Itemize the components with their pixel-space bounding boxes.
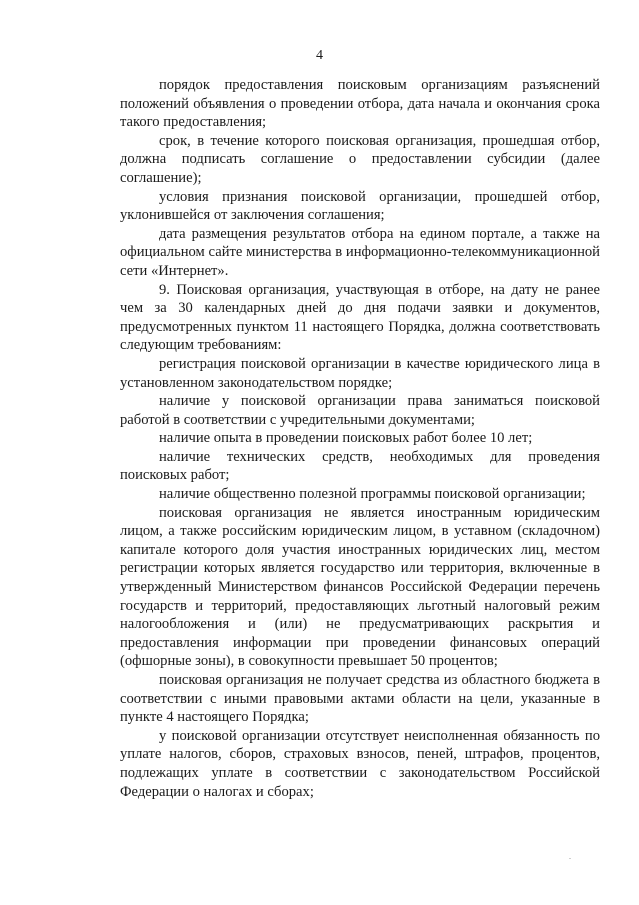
paragraph-experience-requirement: наличие опыта в проведении поисковых работ более 10 лет;	[159, 430, 533, 447]
paragraph-tax-obligation-requirement: у поисковой организации отсутствует неисполненная обязанность по уплате налогов, сборов, страховых взносов, пеней, штрафов, процентов, подлежащих уплате в соответствии с законодательством Российской Федерации о налогах и сборах;	[120, 727, 600, 800]
paragraph-agreement-deadline: срок, в течение которого поисковая организация, прошедшая отбор, должна подписать соглашение о предоставлении субсидии (далее соглашение);	[120, 132, 600, 186]
paragraph-clause-9: 9. Поисковая организация, участвующая в отборе, на дату не ранее чем за 30 календарных дней до дня подачи заявки и документов, предусмотренных пунктом 11 настоящего Порядка, должна соответствовать следующим требованиям:	[120, 281, 600, 354]
paragraph-technical-means-requirement: наличие технических средств, необходимых для проведения поисковых работ;	[120, 448, 600, 484]
paragraph-registration-requirement: регистрация поисковой организации в качестве юридического лица в установленном законодательством порядке;	[120, 355, 600, 391]
paragraph-program-requirement: наличие общественно полезной программы поисковой организации;	[159, 486, 586, 503]
page-number: 4	[316, 48, 323, 63]
paragraph-search-rights-requirement: наличие у поисковой организации права заниматься поисковой работой в соответствии с учредительными документами;	[120, 393, 600, 428]
paragraph-foreign-entity-requirement: поисковая организация не является иностранным юридическим лицом, а также российским юридическим лицом, в уставном (складочном) капитале которого доля участия иностранных юридических лиц, местом регистрации которых является государство или территория, включенные в утвержденный Министерством финансов Российской Федерации перечень государств и территорий, предоставляющих льготный налоговый режим налогообложения и (или) не предусматривающих раскрытия и предоставления информации при проведении финансовых операций (офшорные зоны), в совокупности превышает 50 процентов;	[120, 504, 600, 670]
paragraph-evasion-conditions: условия признания поисковой организации, прошедшей отбор, уклонившейся от заключения соглашения;	[120, 188, 600, 224]
document-body	[120, 76, 600, 801]
paragraph-regional-budget-requirement: поисковая организация не получает средства из областного бюджета в соответствии с иными правовыми актами области на цели, указанные в пункте 4 настоящего Порядка;	[120, 672, 600, 726]
scan-speck	[569, 858, 571, 859]
paragraph-clarification-procedure: порядок предоставления поисковым организациям разъяснений положений объявления о проведении отбора, дата начала и окончания срока такого предоставления;	[120, 77, 600, 131]
paragraph-results-publication: дата размещения результатов отбора на едином портале, а также на официальном сайте министерства в информационно-телекоммуникационной сети «Интернет».	[120, 225, 600, 279]
